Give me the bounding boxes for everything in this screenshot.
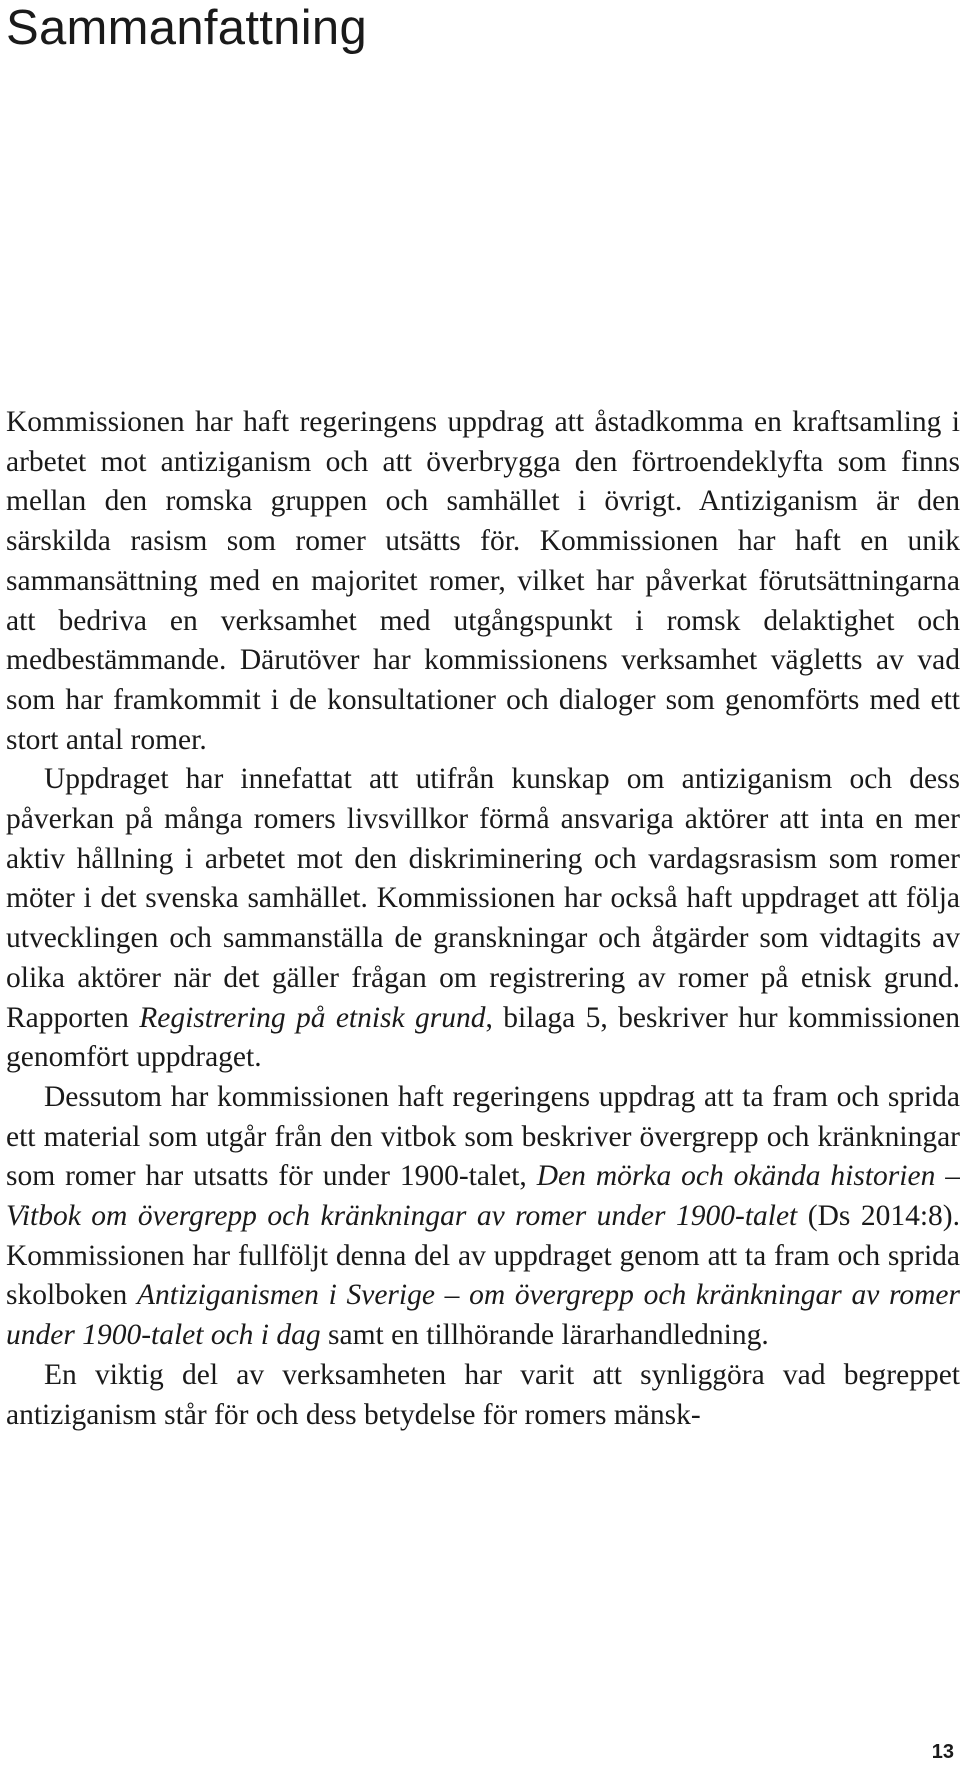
page-title: Sammanfattning (6, 1, 368, 55)
summary-body (6, 403, 960, 1435)
paragraph-2 (6, 760, 960, 1078)
italic-title-run: Antiziganismen i Sverige – om övergrepp och kränkningar av romer under 1900-talet och i dag (6, 1279, 960, 1352)
paragraph-4 (6, 1356, 960, 1435)
paragraph-3 (6, 1078, 960, 1356)
page-number: 13 (931, 1741, 954, 1763)
text-run: Uppdraget har innefattat att utifrån kunskap om antiziganism och dess påverkan på många romers livsvillkor förmå ansvariga aktörer att inta en mer aktiv hållning i arbetet mot den diskriminering och vardagsrasism som romer möter i det svenska samhället. Kommissionen har också haft uppdraget att följa utvecklingen och sammanställa de granskningar och åtgärder som vidtagits av olika aktörer när det gäller frågan om registrering av romer på etnisk grund. Rapporten (6, 763, 960, 1034)
italic-title-run: Registrering på etnisk grund (139, 1001, 486, 1034)
text-run: En viktig del av verksamheten har varit att synliggöra vad begreppet antiziganism står för och dess betydelse för romers mänsk- (6, 1358, 960, 1431)
paragraph-1 (6, 403, 960, 760)
italic-title-run: Den mörka och okända historien – Vitbok om övergrepp och kränkningar av romer under 1900-talet (6, 1160, 960, 1233)
text-run: Kommissionen har haft regeringens uppdrag att åstadkomma en kraftsamling i arbetet mot antiziganism och att överbrygga den förtroendeklyfta som finns mellan den romska gruppen och samhället i övrigt. Antiziganism är den särskilda rasism som romer utsätts för. Kommissionen har haft en unik sammansättning med en majoritet romer, vilket har påverkat förutsättningarna att bedriva en verksamhet med utgångspunkt i romsk delaktighet och medbestämmande. Därutöver har kommissionens verksamhet vägletts av vad som har framkommit i de konsultationer och dialoger som genomförts med ett stort antal romer. (6, 406, 960, 756)
text-run: samt en tillhörande lärarhandledning. (320, 1319, 769, 1352)
text-run: , bilaga 5, beskriver hur kommissionen genomfört uppdraget. (6, 1001, 960, 1074)
text-run: (Ds 2014:8). Kommissionen har fullföljt denna del av uppdraget genom att ta fram och sprida skolboken (6, 1200, 960, 1312)
text-run: Dessutom har kommissionen haft regeringens uppdrag att ta fram och sprida ett material som utgår från den vitbok som beskriver övergrepp och kränkningar som romer har utsatts för under 1900-talet, (6, 1080, 960, 1193)
